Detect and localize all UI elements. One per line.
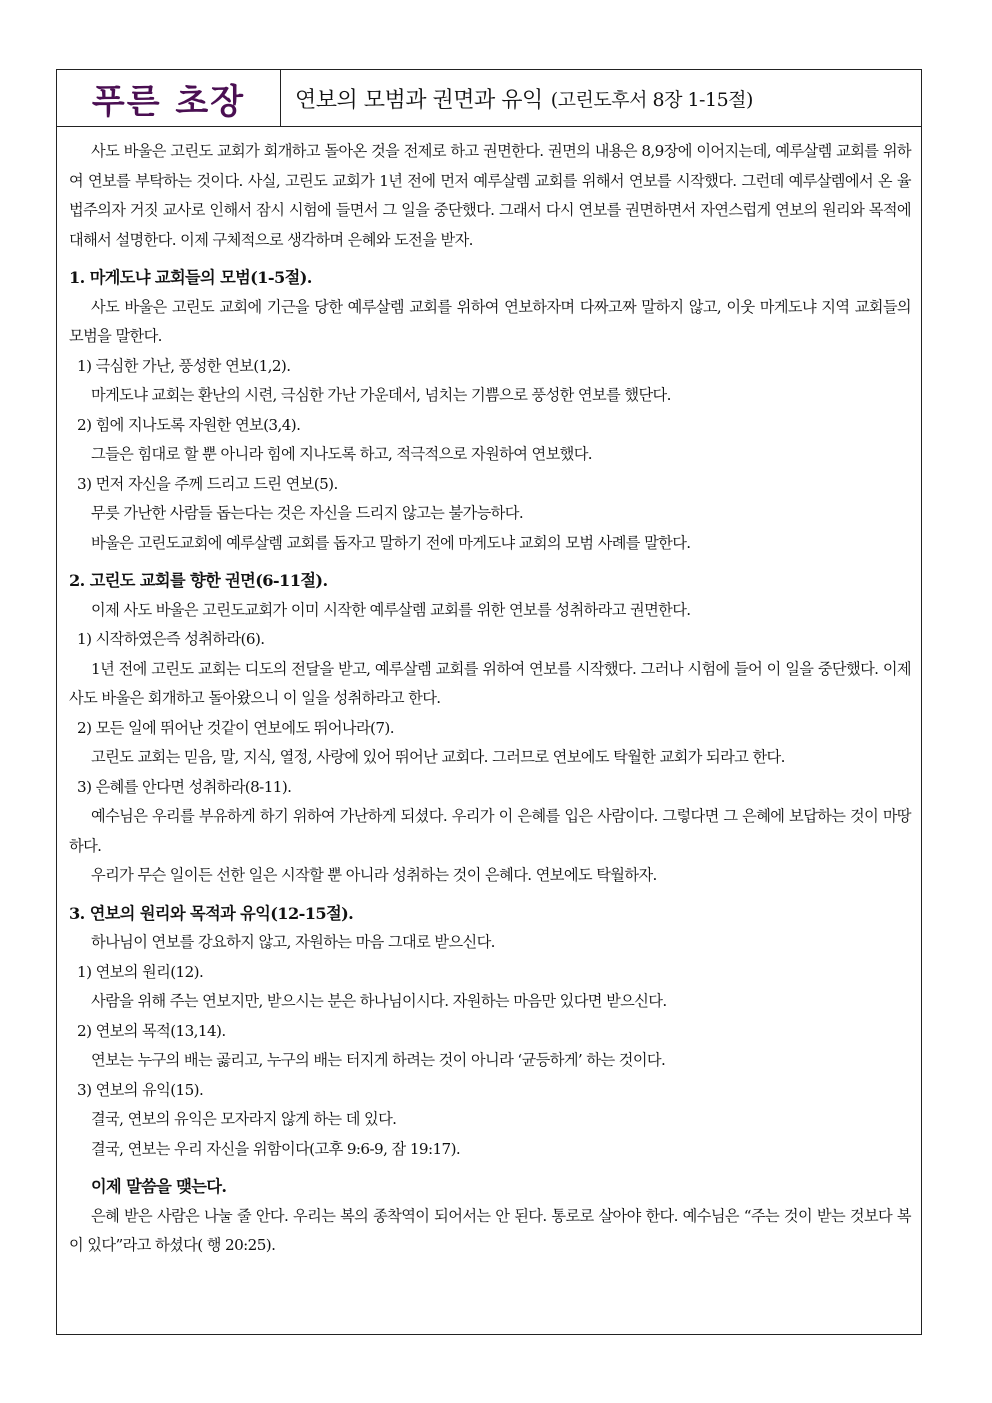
point-heading: 2) 연보의 목적(13,14). [77,1021,226,1040]
point-heading: 3) 연보의 유익(15). [77,1080,204,1099]
point-heading: 3) 먼저 자신을 주께 드리고 드린 연보(5). [77,474,338,493]
sermon-title-row [281,70,921,126]
section-title: 1. 마게도냐 교회들의 모범(1-5절). [69,268,312,287]
intro-paragraph: 사도 바울은 고린도 교회가 회개하고 돌아온 것을 전제로 하고 권면한다. 권면의 내용은 8,9장에 이어지는데, 예루살렘 교회를 위하여 연보를 부탁하는 것이다. 사실, 고린도 교회가 1년 전에 먼저 예루살렘 교회를 위해서 연보를 시작했다. 그런데 예루살렘에서 온 율법주의자 거짓 교사로 인해서 잠시 시험에 들면서 그 일을 중단했다. 그래서 다시 연보를 권면하면서 자연스럽게 연보의 원리와 목적에 대해서 설명한다. 이제 구체적으로 생각하며 은혜와 도전을 받자. [69,142,911,249]
point-text: 마게도냐 교회는 환난의 시련, 극심한 가난 가운데서, 넘치는 기쁨으로 풍성한 연보를 했단다. [91,386,671,404]
sermon-body [57,127,921,1261]
point-text: 예수님은 우리를 부유하게 하기 위하여 가난하게 되셨다. 우리가 이 은혜를 입은 사람이다. 그렇다면 그 은혜에 보답하는 것이 마땅하다. [69,807,911,855]
section-lead: 사도 바울은 고린도 교회에 기근을 당한 예루살렘 교회를 위하여 연보하자며 다짜고짜 말하지 않고, 이웃 마게도냐 지역 교회들의 모범을 말한다. [69,297,911,345]
section-title: 3. 연보의 원리와 목적과 유익(12-15절). [69,903,354,923]
brand-title: 푸른 초장 [57,70,281,126]
scripture-reference: (고린도후서 8장 1-15절) [550,88,753,111]
point-text: 그들은 힘대로 할 뿐 아니라 힘에 지나도록 하고, 적극적으로 자원하여 연보했다. [91,445,593,463]
point-text: 결국, 연보의 유익은 모자라지 않게 하는 데 있다. [91,1110,397,1128]
point-text: 1년 전에 고린도 교회는 디도의 전달을 받고, 예루살렘 교회를 위하여 연보를 시작했다. 그러나 시험에 들어 이 일을 중단했다. 이제 사도 바울은 회개하고 돌아왔으니 이 일을 성취하라고 한다. [69,659,911,707]
section-1 [69,263,911,558]
point-text: 우리가 무슨 일이든 선한 일은 시작할 뿐 아니라 성취하는 것이 은혜다. 연보에도 탁월하자. [91,866,657,884]
section-lead: 하나님이 연보를 강요하지 않고, 자원하는 마음 그대로 받으신다. [91,933,495,951]
header [57,70,921,127]
point-text: 무릇 가난한 사람들 돕는다는 것은 자신을 드리지 않고는 불가능하다. [91,504,524,522]
point-heading: 2) 모든 일에 뛰어난 것같이 연보에도 뛰어나라(7). [77,718,394,737]
point-heading: 1) 연보의 원리(12). [77,962,204,981]
section-3 [69,899,911,1165]
closing-section [69,1172,911,1261]
point-heading: 2) 힘에 지나도록 자원한 연보(3,4). [77,415,301,434]
closing-title: 이제 말씀을 맺는다. [91,1177,227,1196]
bulletin-sheet [56,69,922,1335]
point-text: 사람을 위해 주는 연보지만, 받으시는 분은 하나님이시다. 자원하는 마음만 있다면 받으신다. [91,992,667,1010]
point-heading: 1) 극심한 가난, 풍성한 연보(1,2). [77,356,291,375]
closing-text: 은혜 받은 사람은 나눌 줄 안다. 우리는 복의 종착역이 되어서는 안 된다. 통로로 살아야 한다. 예수님은 “주는 것이 받는 것보다 복이 있다”라고 하셨다( 행 20:25). [69,1206,911,1254]
point-text: 결국, 연보는 우리 자신을 위함이다(고후 9:6-9, 잠 19:17). [91,1139,461,1158]
section-title: 2. 고린도 교회를 향한 권면(6-11절). [69,571,328,590]
point-heading: 1) 시작하였은즉 성취하라(6). [77,630,265,648]
sermon-title: 연보의 모범과 권면과 유익 [295,87,543,113]
section-2 [69,566,911,891]
section-lead: 이제 사도 바울은 고린도교회가 이미 시작한 예루살렘 교회를 위한 연보를 성취하라고 권면한다. [91,600,691,619]
point-text: 바울은 고린도교회에 예루살렘 교회를 돕자고 말하기 전에 마게도냐 교회의 모범 사례를 말한다. [91,533,691,552]
point-heading: 3) 은혜를 안다면 성취하라(8-11). [77,777,292,796]
point-text: 연보는 누구의 배는 곯리고, 누구의 배는 터지게 하려는 것이 아니라 ‘균등하게’ 하는 것이다. [91,1051,666,1069]
point-text: 고린도 교회는 믿음, 말, 지식, 열정, 사랑에 있어 뛰어난 교회다. 그러므로 연보에도 탁월한 교회가 되라고 한다. [91,748,785,766]
